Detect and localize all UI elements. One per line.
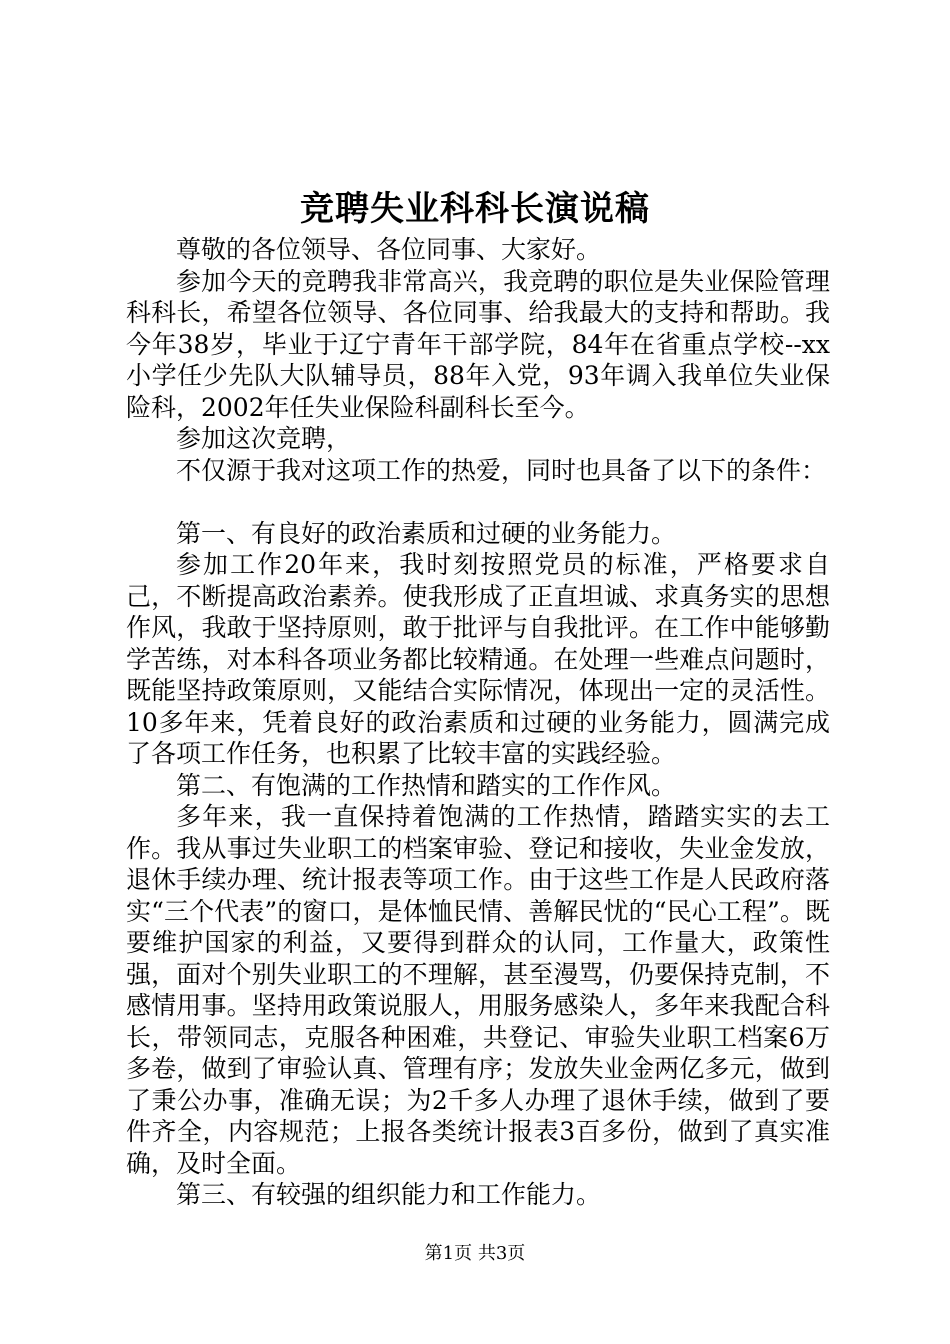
page-number-footer: 第1页 共3页: [424, 1243, 526, 1264]
paragraph-first-condition: 参加工作20年来，我时刻按照党员的标准，严格要求自己，不断提高政治素养。使我形成了正直坦诚、求真务实的思想作风，我敢于坚持原则，敢于批评与自我批评。在工作中能够勤学苦练，对本科各项业务都比较精通。在处理一些难点问题时，既能坚持政策原则，又能结合实际情况，体现出一定的灵活性。10多年来，凭着良好的政治素质和过硬的业务能力，圆满完成了各项工作任务，也积累了比较丰富的实践经验。: [126, 550, 830, 768]
paragraph-second-condition: 多年来，我一直保持着饱满的工作热情，踏踏实实的去工作。我从事过失业职工的档案审验、登记和接收，失业金发放，退休手续办理、统计报表等项工作。由于这些工作是人民政府落实“三个代表”的窗口，是体恤民情、善解民忧的“民心工程”。既要维护国家的利益，又要得到群众的认同，工作量大，政策性强，面对个别失业职工的不理解，甚至漫骂，仍要保持克制，不感情用事。坚持用政策说服人，用服务感染人，多年来我配合科长，带领同志，克服各种困难，共登记、审验失业职工档案6万多卷，做到了审验认真、管理有序；发放失业金两亿多元，做到了秉公办事，准确无误；为2千多人办理了退休手续，做到了要件齐全，内容规范；上报各类统计报表3百多份，做到了真实准确，及时全面。: [126, 802, 830, 1178]
paragraph-participation: 参加这次竞聘，: [176, 424, 352, 453]
heading-third-condition: 第三、有较强的组织能力和工作能力。: [176, 1180, 602, 1209]
paragraph-greeting: 尊敬的各位领导、各位同事、大家好。: [176, 235, 602, 264]
blank-line: [126, 486, 830, 518]
paragraph-introduction: 参加今天的竞聘我非常高兴，我竞聘的职位是失业保险管理科科长，希望各位领导、各位同事、给我最大的支持和帮助。我今年38岁，毕业于辽宁青年干部学院，84年在省重点学校--xx小学任少先队大队辅导员，88年入党，93年调入我单位失业保险科，2002年任失业保险科副科长至今。: [126, 266, 830, 422]
document-title: 竞聘失业科科长演说稿: [300, 189, 650, 229]
document-body: [126, 234, 830, 1211]
heading-first-condition: 第一、有良好的政治素质和过硬的业务能力。: [176, 518, 677, 548]
heading-second-condition: 第二、有饱满的工作热情和踏实的工作作风。: [176, 770, 677, 800]
paragraph-conditions-intro: 不仅源于我对这项工作的热爱，同时也具备了以下的条件：: [176, 455, 827, 485]
